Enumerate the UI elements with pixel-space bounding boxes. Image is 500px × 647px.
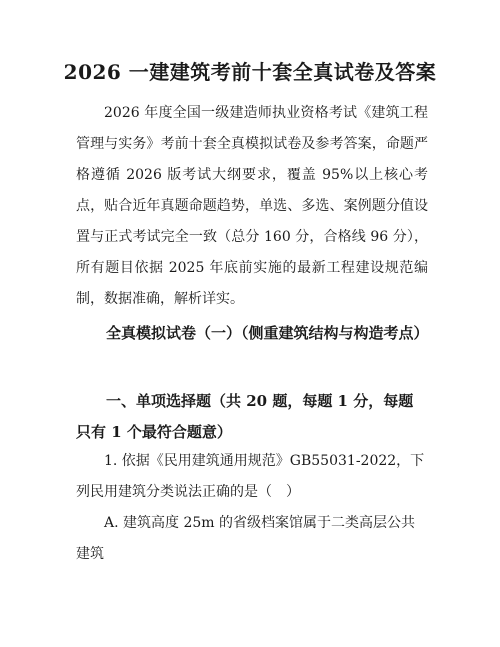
section-heading: 全真模拟试卷（一）（侧重建筑结构与构造考点）	[106, 324, 429, 342]
part-heading: 一、单项选择题（共 20 题，每题 1 分，每题只有 1 个最符合题意）	[76, 392, 414, 441]
question-1: 1. 依据《民用建筑通用规范》GB55031-2022，下列民用建筑分类说法正确的是（ ）	[76, 453, 425, 500]
question-1-option-a: A. 建筑高度 25m 的省级档案馆属于二类高层公共建筑	[76, 515, 415, 562]
intro-paragraph: 2026 年度全国一级建造师执业资格考试《建筑工程管理与实务》考前十套全真模拟试卷及参考答案，命题严格遵循 2026 版考试大纲要求，覆盖 95%以上核心考点，贴合近年真题命题趋势，单选、多选、案例题分值设置与正式考试完全一致（总分 160 分，合格线 96 分），所有题目依据 2025 年底前实施的最新工程建设规范编制，数据准确，解析详实。	[76, 105, 428, 307]
document-title: 2026 一建建筑考前十套全真试卷及答案	[63, 60, 437, 84]
